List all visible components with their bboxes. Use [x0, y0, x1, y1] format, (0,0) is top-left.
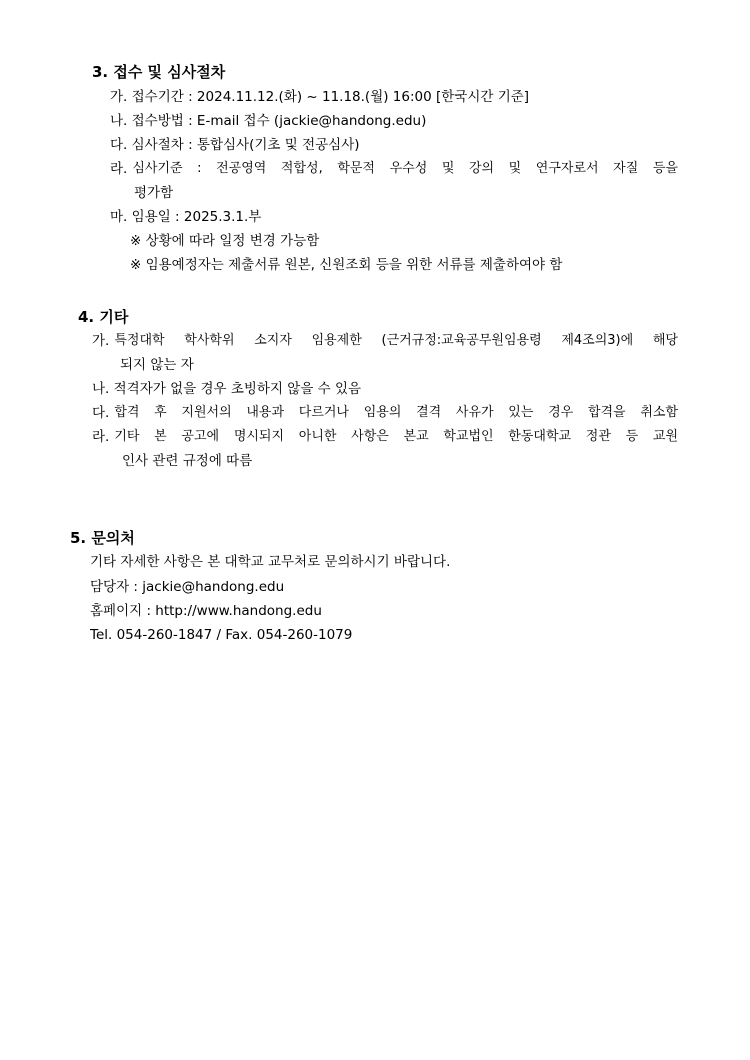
item-text: 합격 후 지원서의 내용과 다르거나 임용의 결격 사유가 있는 경우 합격을 취소함: [114, 405, 678, 420]
list-item: [110, 157, 678, 181]
item-label: 나.: [110, 113, 128, 129]
item-text: 임용일 : 2025.3.1.부: [131, 209, 262, 225]
list-item: [110, 133, 360, 157]
item-text: 기타 본 공고에 명시되지 아니한 사항은 본교 학교법인 한동대학교 정관 등 교원: [114, 429, 678, 444]
item-text: 접수방법 : E-mail 접수 (jackie@handong.edu): [131, 113, 427, 129]
item-label: 가.: [110, 89, 128, 105]
contact-phone-fax: Tel. 054-260-1847 / Fax. 054-260-1079: [90, 627, 353, 643]
list-item: [110, 109, 426, 133]
section-title-contact: 5. 문의처: [70, 529, 135, 547]
item-continuation: 되지 않는 자: [120, 357, 194, 373]
list-item: [92, 425, 678, 449]
item-text: 접수기간 : 2024.11.12.(화) ~ 11.18.(월) 16:00 [한국시간 기준]: [131, 89, 530, 105]
item-text: 심사기준 : 전공영역 적합성, 학문적 우수성 및 강의 및 연구자로서 자질 등을: [132, 161, 678, 176]
note-text: ※ 임용예정자는 제출서류 원본, 신원조회 등을 위한 서류를 제출하여야 함: [130, 257, 563, 273]
item-text: 특정대학 학사학위 소지자 임용제한 (근거규정:교육공무원임용령 제4조의3)에 해당: [114, 333, 678, 348]
note-text: ※ 상황에 따라 일정 변경 가능함: [130, 233, 320, 249]
section-title-misc: 4. 기타: [78, 308, 129, 326]
list-item: [92, 401, 678, 425]
contact-intro: 기타 자세한 사항은 본 대학교 교무처로 문의하시기 바랍니다.: [90, 554, 451, 570]
section-title-procedure: 3. 접수 및 심사절차: [92, 63, 226, 81]
item-label: 다.: [92, 405, 110, 421]
contact-homepage: 홈페이지 : http://www.handong.edu: [90, 603, 322, 619]
item-text: 심사절차 : 통합심사(기초 및 전공심사): [131, 137, 360, 153]
item-label: 나.: [92, 381, 110, 397]
item-continuation: 인사 관련 규정에 따름: [122, 453, 253, 469]
list-item: [92, 329, 678, 353]
item-label: 라.: [92, 429, 110, 445]
item-continuation: 평가함: [134, 185, 174, 201]
item-label: 마.: [110, 209, 128, 225]
item-label: 라.: [110, 161, 128, 177]
list-item: [92, 377, 361, 401]
item-text: 적격자가 없을 경우 초빙하지 않을 수 있음: [113, 381, 362, 397]
list-item: [110, 85, 529, 109]
contact-person: 담당자 : jackie@handong.edu: [90, 579, 285, 595]
list-item: [110, 205, 261, 229]
item-label: 가.: [92, 333, 110, 349]
item-label: 다.: [110, 137, 128, 153]
